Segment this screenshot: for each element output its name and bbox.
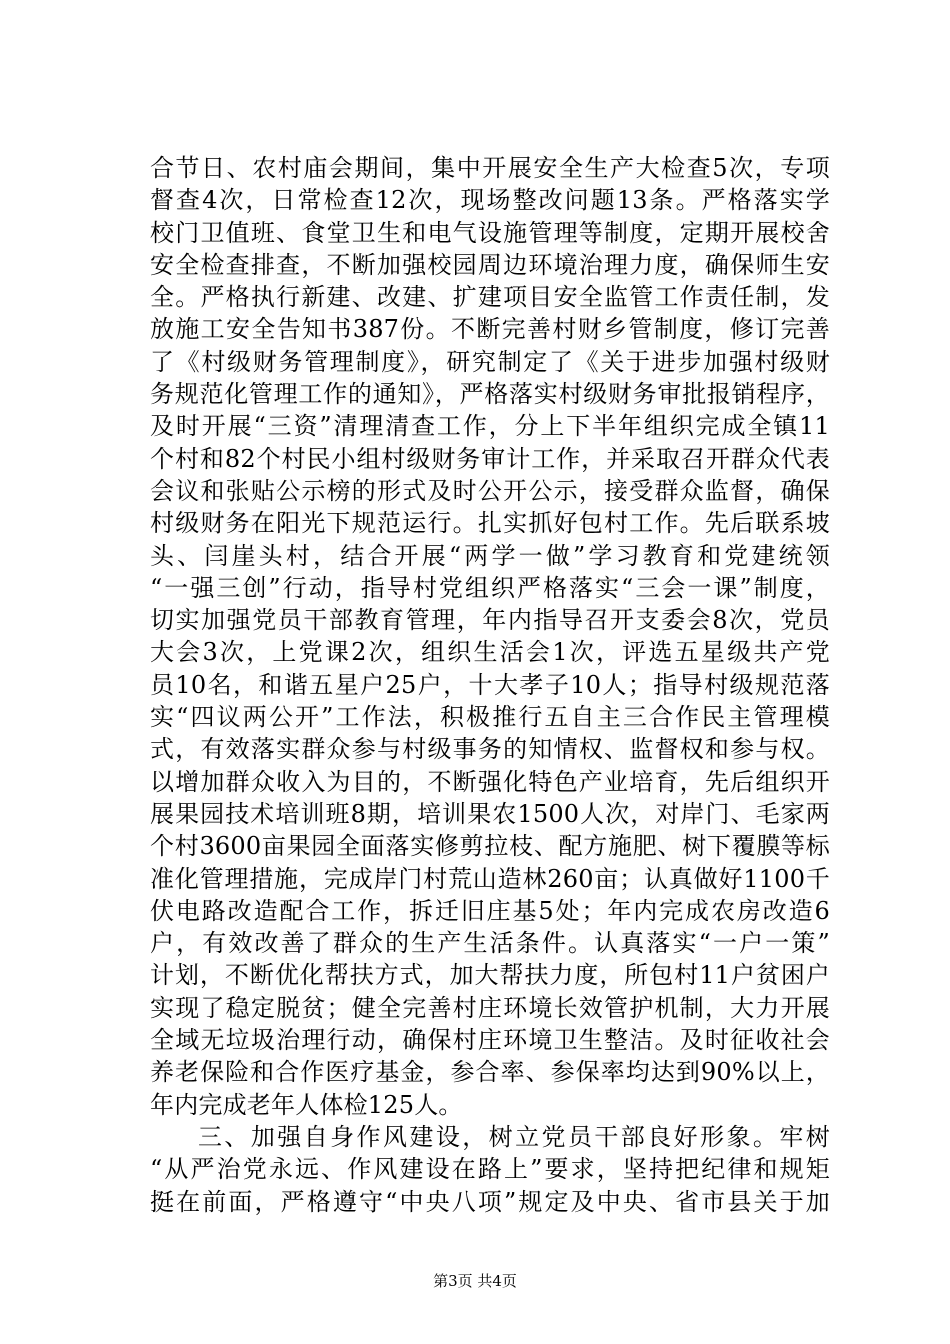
text-line: 年内完成老年人体检125人。 <box>150 1090 463 1119</box>
text-line: 以增加群众收入为目的，不断强化特色产业培育，先后组织开 <box>150 767 830 796</box>
text-line: 户，有效改善了群众的生产生活条件。认真落实“一户一策” <box>150 929 830 958</box>
page-number-footer: 第3页 共4页 <box>433 1272 517 1290</box>
text-line: 全。严格执行新建、改建、扩建项目安全监管工作责任制，发 <box>150 283 830 312</box>
text-line: 放施工安全告知书387份。不断完善村财乡管制度，修订完善 <box>150 315 830 344</box>
text-line: 式，有效落实群众参与村级事务的知情权、监督权和参与权。 <box>150 735 830 764</box>
text-line: 个村和82个村民小组村级财务审计工作，并采取召开群众代表 <box>150 444 830 473</box>
body-text <box>150 152 830 1218</box>
text-line: 会议和张贴公示榜的形式及时公开公示，接受群众监督，确保 <box>150 476 830 505</box>
text-line: 养老保险和合作医疗基金，参合率、参保率均达到90%以上， <box>150 1058 830 1087</box>
text-line: 督查4次，日常检查12次，现场整改问题13条。严格落实学 <box>150 186 830 215</box>
text-line: 挺在前面，严格遵守“中央八项”规定及中央、省市县关于加 <box>150 1187 830 1216</box>
text-line: 大会3次，上党课2次，组织生活会1次，评选五星级共产党 <box>150 638 830 667</box>
text-line: 展果园技术培训班8期，培训果农1500人次，对岸门、毛家两 <box>150 799 830 828</box>
text-line: 计划，不断优化帮扶方式，加大帮扶力度，所包村11户贫困户 <box>150 961 830 990</box>
text-line: 校门卫值班、食堂卫生和电气设施管理等制度，定期开展校舍 <box>150 218 830 247</box>
text-line: “从严治党永远、作风建设在路上”要求，坚持把纪律和规矩 <box>150 1155 830 1184</box>
text-line: 务规范化管理工作的通知》，严格落实村级财务审批报销程序， <box>150 380 830 409</box>
text-line: 员10名，和谐五星户25户，十大孝子10人；指导村级规范落 <box>150 670 830 699</box>
text-line: 及时开展“三资”清理清查工作，分上下半年组织完成全镇11 <box>150 412 830 441</box>
text-line: 全域无垃圾治理行动，确保村庄环境卫生整洁。及时征收社会 <box>150 1026 830 1055</box>
text-line: 头、闫崖头村，结合开展“两学一做”学习教育和党建统领 <box>150 541 830 570</box>
text-line: 伏电路改造配合工作，拆迁旧庄基5处；年内完成农房改造6 <box>150 896 830 925</box>
text-line: 实现了稳定脱贫；健全完善村庄环境长效管护机制，大力开展 <box>150 993 830 1022</box>
text-line: 实“四议两公开”工作法，积极推行五自主三合作民主管理模 <box>150 703 830 732</box>
text-line: “一强三创”行动，指导村党组织严格落实“三会一课”制度， <box>150 573 830 602</box>
text-line: 切实加强党员干部教育管理，年内指导召开支委会8次，党员 <box>150 606 830 635</box>
text-line: 个村3600亩果园全面落实修剪拉枝、配方施肥、树下覆膜等标 <box>150 832 830 861</box>
text-line: 合节日、农村庙会期间，集中开展安全生产大检查5次，专项 <box>150 154 830 182</box>
text-line: 准化管理措施，完成岸门村荒山造林260亩；认真做好1100千 <box>150 864 830 893</box>
section-heading-line: 三、加强自身作风建设，树立党员干部良好形象。牢树 <box>198 1122 830 1151</box>
text-line: 了《村级财务管理制度》，研究制定了《关于进步加强村级财 <box>150 347 830 376</box>
text-line: 安全检查排查，不断加强校园周边环境治理力度，确保师生安 <box>150 250 830 279</box>
text-line: 村级财务在阳光下规范运行。扎实抓好包村工作。先后联系坡 <box>150 509 830 538</box>
